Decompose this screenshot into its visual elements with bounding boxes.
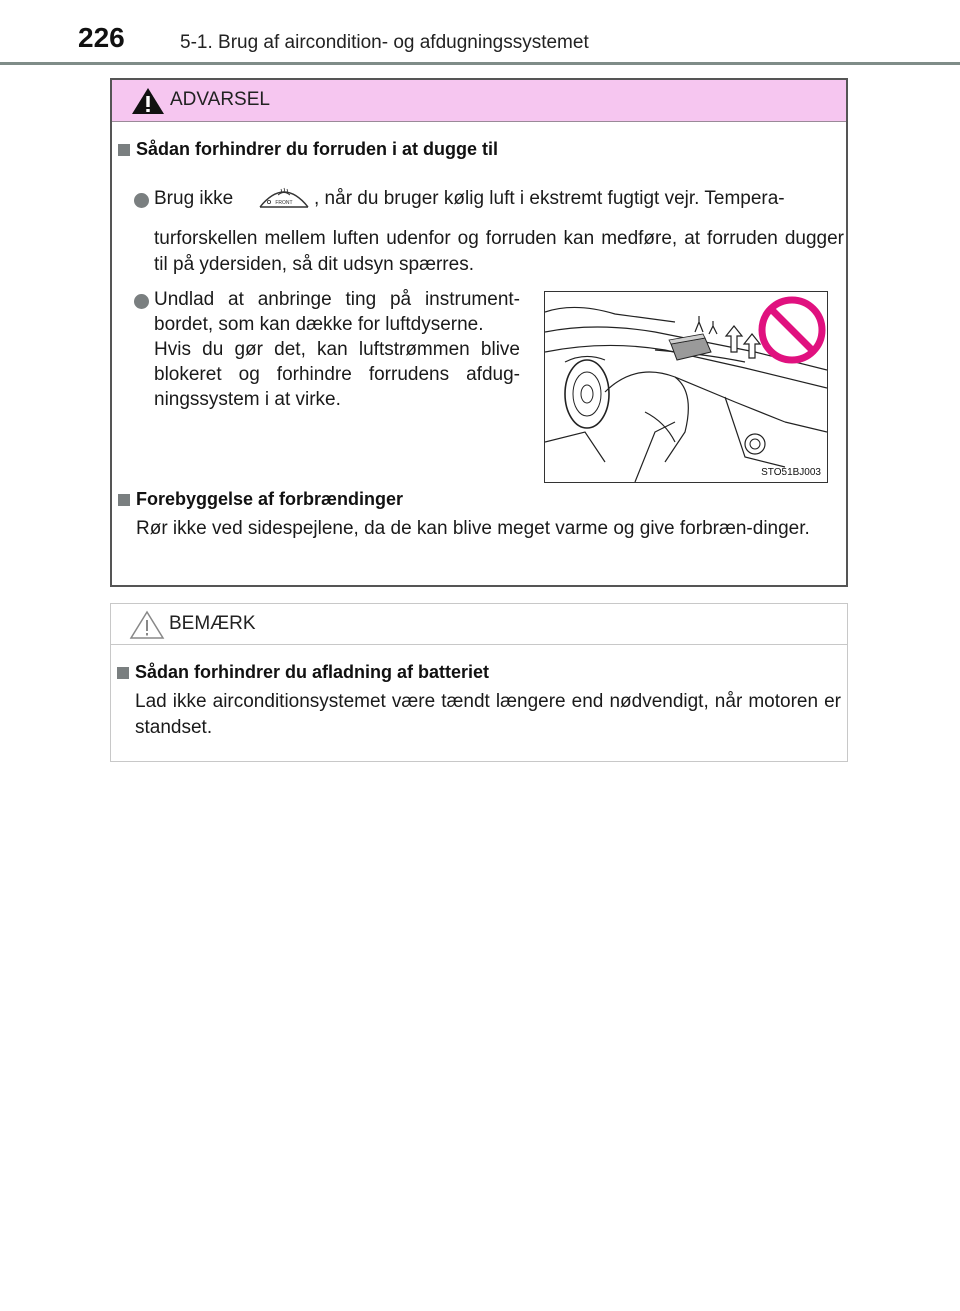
bullet2-line2: bordet, som kan dække for luftdyserne. [154, 314, 484, 335]
dashboard-drawing [545, 292, 827, 482]
square-bullet [117, 667, 129, 679]
bullet1-text-before: Brug ikke [154, 188, 234, 209]
warning-section2-text: Rør ikke ved sidespejlene, da de kan blive meget varme og give forbræn-dinger. [136, 518, 810, 539]
warning-section1-heading: Sådan forhindrer du forruden i at dugge til [136, 139, 499, 159]
note-label: BEMÆRK [169, 613, 256, 634]
square-bullet [118, 494, 130, 506]
warning-label: ADVARSEL [170, 89, 270, 110]
figure-code: STO51BJ003 [761, 467, 821, 478]
header-rule [0, 62, 960, 65]
note-section1-text: Lad ikke airconditionsystemet være tændt længere end nødvendigt, når motoren er standset. [135, 691, 841, 738]
square-bullet [118, 144, 130, 156]
note-box [110, 603, 848, 762]
front-defroster-button-icon [258, 181, 310, 209]
section-title: 5-1. Brug af aircondition- og afdugningssystemet [180, 32, 589, 53]
warning-box [110, 78, 848, 587]
warning-section2-heading: Forebyggelse af forbrændinger [136, 489, 404, 509]
svg-text:FRONT: FRONT [275, 200, 293, 206]
note-section1-heading: Sådan forhindrer du afladning af batteriet [135, 662, 490, 682]
page-header [0, 0, 960, 64]
bullet1-text-after: , når du bruger kølig luft i ekstremt fugtigt vejr. Tempera- [314, 188, 785, 209]
circle-bullet [134, 294, 149, 309]
warning-triangle-icon [130, 86, 166, 116]
bullet2-line3: Hvis du gør det, kan luftstrømmen blive [154, 339, 520, 360]
dashboard-illustration [544, 291, 828, 483]
page-number: 226 [78, 22, 125, 53]
bullet1-continuation: turforskellen mellem luften udenfor og forruden kan medføre, at forruden dugger til på ydersiden, så dit udsyn spærres. [154, 228, 844, 275]
warning-header [112, 80, 846, 122]
bullet2-line1: Undlad at anbringe ting på instrument- [154, 289, 520, 310]
circle-bullet [134, 193, 149, 208]
bullet2-line4: blokeret og forhindre forrudens afdug- [154, 364, 520, 385]
bullet2-line5: ningssystem i at virke. [154, 389, 341, 410]
note-header [111, 604, 847, 645]
caution-triangle-icon [129, 610, 165, 640]
